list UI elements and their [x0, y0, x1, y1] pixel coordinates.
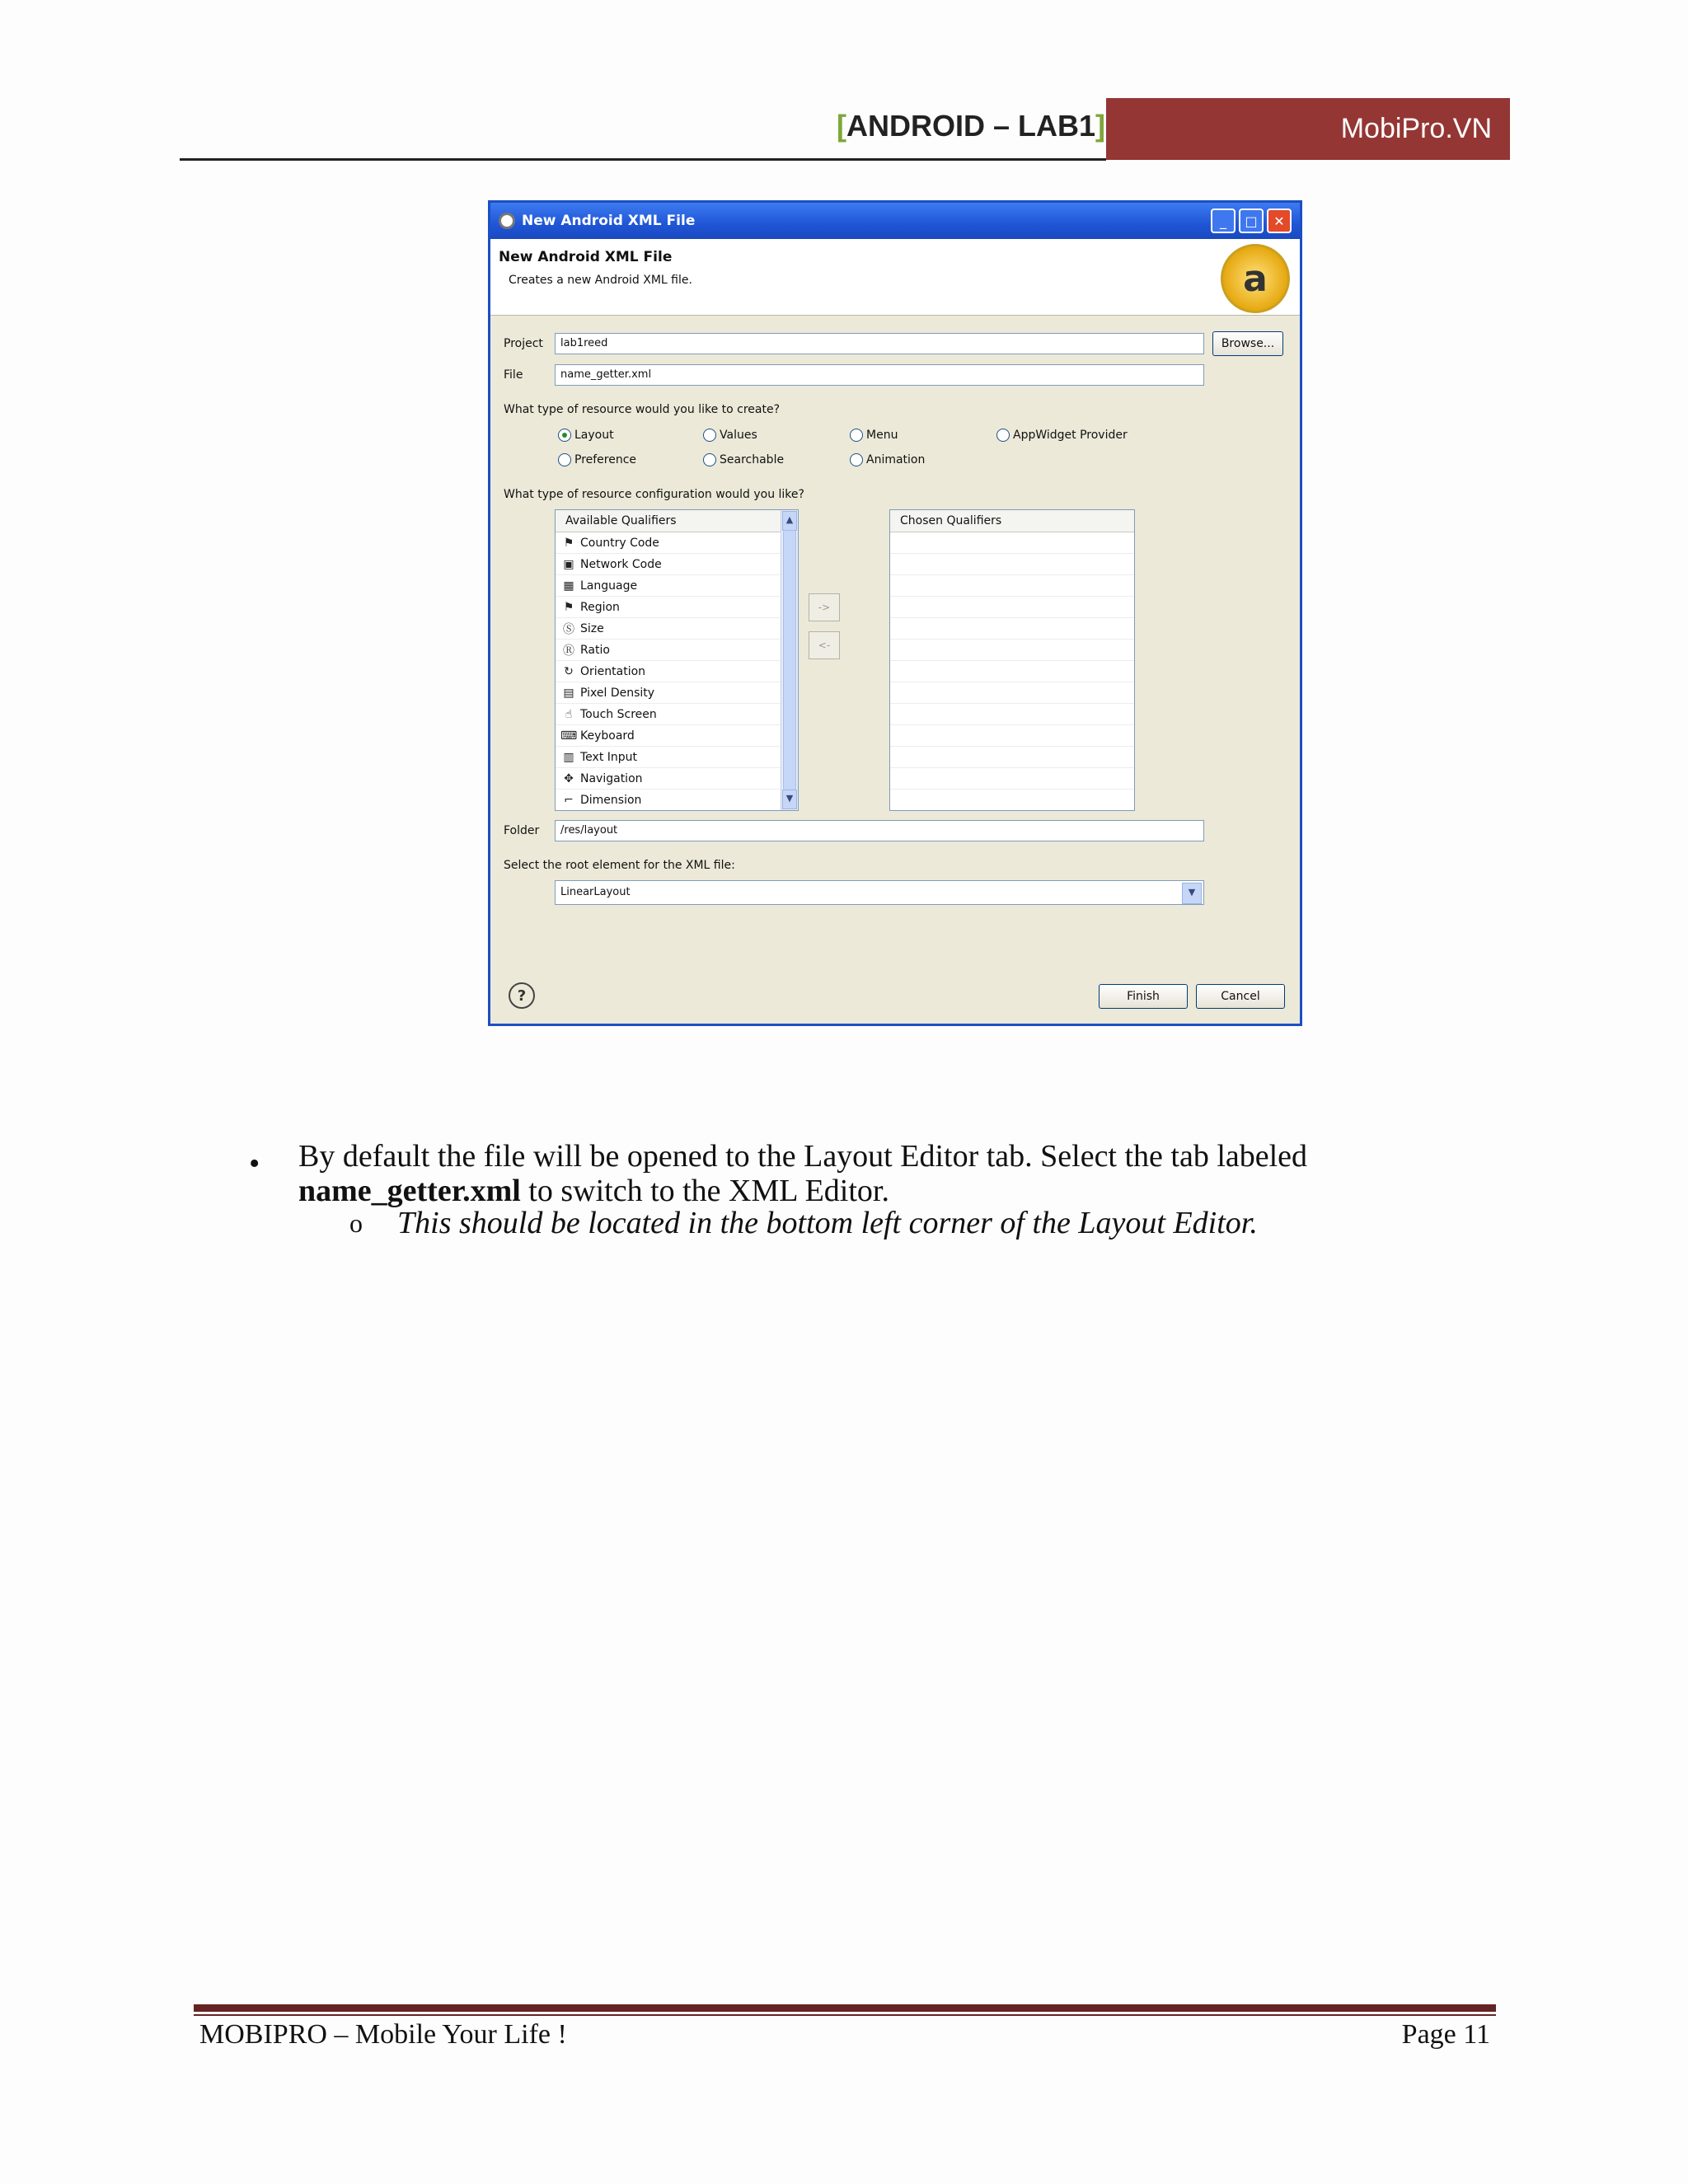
folder-label: Folder	[504, 824, 540, 837]
qualifier-label: Keyboard	[580, 729, 635, 743]
radio-label: Searchable	[720, 453, 785, 466]
header-title	[837, 109, 1105, 143]
footer-rule-thin	[194, 2014, 1496, 2016]
qualifier-label: Pixel Density	[580, 686, 655, 700]
list-item	[890, 532, 1134, 554]
list-item[interactable]	[556, 661, 798, 682]
root-element-select[interactable]	[555, 880, 1204, 905]
banner-title: New Android XML File	[499, 249, 673, 265]
radio-searchable[interactable]	[703, 453, 784, 466]
config-question: What type of resource configuration would you like?	[504, 488, 804, 501]
bracket-open: [	[837, 109, 846, 143]
qualifier-label: Dimension	[580, 793, 642, 807]
text-input-icon: ▥	[563, 750, 574, 764]
list-item	[890, 790, 1134, 811]
chosen-qualifiers-list[interactable]	[889, 509, 1135, 811]
sub-instruction: This should be located in the bottom left corner of the Layout Editor.	[397, 1206, 1258, 1240]
radio-values[interactable]	[703, 429, 757, 442]
list-item[interactable]	[556, 725, 798, 747]
keyboard-icon: ⌨	[560, 729, 578, 743]
add-qualifier-button[interactable]: ->	[809, 593, 840, 621]
root-element-value: LinearLayout	[560, 886, 631, 898]
qualifier-label: Size	[580, 621, 604, 635]
dialog-banner	[490, 239, 1300, 316]
radio-selected-icon	[558, 429, 571, 442]
list-item	[890, 640, 1134, 661]
new-xml-file-dialog	[488, 200, 1302, 1026]
bullet-marker: •	[249, 1146, 260, 1181]
qualifier-label: Region	[580, 600, 620, 614]
network-code-icon: ▣	[563, 557, 574, 571]
help-icon[interactable]: ?	[509, 982, 535, 1009]
list-item[interactable]	[556, 790, 798, 811]
size-icon: Ⓢ	[563, 622, 574, 636]
radio-layout[interactable]	[558, 429, 614, 442]
language-icon: ▦	[563, 579, 574, 593]
list-item	[890, 597, 1134, 618]
paragraph-text: By default the file will be opened to the Layout Editor tab. Select the tab labeled	[298, 1139, 1308, 1174]
minimize-icon[interactable]: _	[1211, 209, 1236, 233]
radio-label: Preference	[574, 453, 637, 466]
sub-bullet-marker: o	[349, 1208, 363, 1238]
footer-rule-thick	[194, 2004, 1496, 2012]
chosen-qualifiers-header: Chosen Qualifiers	[890, 510, 1134, 532]
list-item[interactable]	[556, 575, 798, 597]
list-item	[890, 575, 1134, 597]
radio-label: Values	[720, 429, 757, 442]
list-item	[890, 704, 1134, 725]
radio-menu[interactable]	[850, 429, 898, 442]
region-icon: ⚑	[563, 600, 574, 614]
chevron-down-icon[interactable]: ▼	[1182, 883, 1202, 904]
list-item	[890, 682, 1134, 704]
file-field[interactable]: name_getter.xml	[555, 364, 1204, 386]
list-item	[890, 768, 1134, 790]
list-item	[890, 725, 1134, 747]
banner-subtitle: Creates a new Android XML file.	[509, 274, 692, 287]
list-item	[890, 661, 1134, 682]
qualifier-label: Touch Screen	[580, 707, 657, 721]
android-adt-logo-icon: a	[1221, 244, 1290, 313]
radio-icon	[703, 453, 716, 466]
list-item	[890, 747, 1134, 768]
paragraph-bold-filename: name_getter.xml	[298, 1174, 521, 1208]
touch-screen-icon: ☝	[565, 707, 573, 721]
list-item[interactable]	[556, 704, 798, 725]
list-item[interactable]	[556, 532, 798, 554]
dialog-titlebar	[490, 203, 1300, 239]
list-item[interactable]	[556, 768, 798, 790]
paragraph-text-end: to switch to the XML Editor.	[520, 1174, 889, 1208]
radio-icon	[558, 453, 571, 466]
qualifier-label: Network Code	[580, 557, 662, 571]
radio-icon	[703, 429, 716, 442]
country-code-icon: ⚑	[563, 536, 574, 550]
folder-field[interactable]: /res/layout	[555, 820, 1204, 841]
orientation-icon: ↻	[564, 664, 574, 678]
available-qualifiers-list[interactable]	[555, 509, 799, 811]
qualifier-label: Language	[580, 579, 638, 593]
list-item[interactable]	[556, 747, 798, 768]
qualifier-label: Navigation	[580, 771, 643, 785]
navigation-icon: ✥	[564, 771, 574, 785]
header-title-text: ANDROID – LAB1	[846, 109, 1096, 143]
list-item[interactable]	[556, 554, 798, 575]
qualifier-label: Country Code	[580, 536, 659, 550]
page-number: Page 11	[1401, 2019, 1490, 2050]
radio-label: Layout	[574, 429, 614, 442]
pixel-density-icon: ▤	[563, 686, 574, 700]
radio-label: Menu	[866, 429, 898, 442]
radio-appwidget-provider[interactable]	[996, 429, 1128, 442]
project-label: Project	[504, 337, 543, 350]
bracket-close: ]	[1095, 109, 1106, 143]
resource-question: What type of resource would you like to create?	[504, 403, 781, 416]
project-field[interactable]: lab1reed	[555, 333, 1204, 354]
available-list-scrollbar[interactable]	[781, 510, 798, 810]
dimension-icon: ⌐	[564, 793, 574, 807]
qualifier-label: Text Input	[580, 750, 638, 764]
available-qualifiers-header: Available Qualifiers	[556, 510, 798, 532]
instruction-paragraph	[298, 1139, 1370, 1208]
scroll-down-icon[interactable]: ▼	[782, 790, 797, 809]
remove-qualifier-button[interactable]: <-	[809, 631, 840, 659]
root-element-question: Select the root element for the XML file:	[504, 859, 735, 872]
radio-animation[interactable]	[850, 453, 925, 466]
scroll-up-icon[interactable]: ▲	[782, 511, 797, 531]
finish-button[interactable]: Finish	[1099, 984, 1188, 1009]
radio-icon	[850, 453, 863, 466]
file-label: File	[504, 368, 523, 382]
list-item[interactable]	[556, 597, 798, 618]
browse-button[interactable]: Browse...	[1212, 331, 1283, 356]
close-icon[interactable]: ✕	[1267, 209, 1292, 233]
list-item[interactable]	[556, 682, 798, 704]
maximize-icon[interactable]: □	[1239, 209, 1264, 233]
window-title: New Android XML File	[522, 213, 696, 229]
ratio-icon: Ⓡ	[563, 644, 574, 658]
radio-label: Animation	[866, 453, 926, 466]
list-item[interactable]	[556, 618, 798, 640]
qualifier-label: Orientation	[580, 664, 646, 678]
list-item	[890, 554, 1134, 575]
radio-icon	[996, 429, 1010, 442]
scroll-thumb[interactable]	[783, 530, 796, 790]
radio-label: AppWidget Provider	[1013, 429, 1128, 442]
window-icon	[499, 213, 515, 229]
radio-icon	[850, 429, 863, 442]
qualifier-label: Ratio	[580, 643, 610, 657]
header-rule	[180, 158, 1106, 161]
footer-left: MOBIPRO – Mobile Your Life !	[199, 2019, 567, 2050]
radio-preference[interactable]	[558, 453, 636, 466]
cancel-button[interactable]: Cancel	[1196, 984, 1285, 1009]
list-item[interactable]	[556, 640, 798, 661]
header-brand: MobiPro.VN	[1106, 98, 1510, 160]
list-item	[890, 618, 1134, 640]
